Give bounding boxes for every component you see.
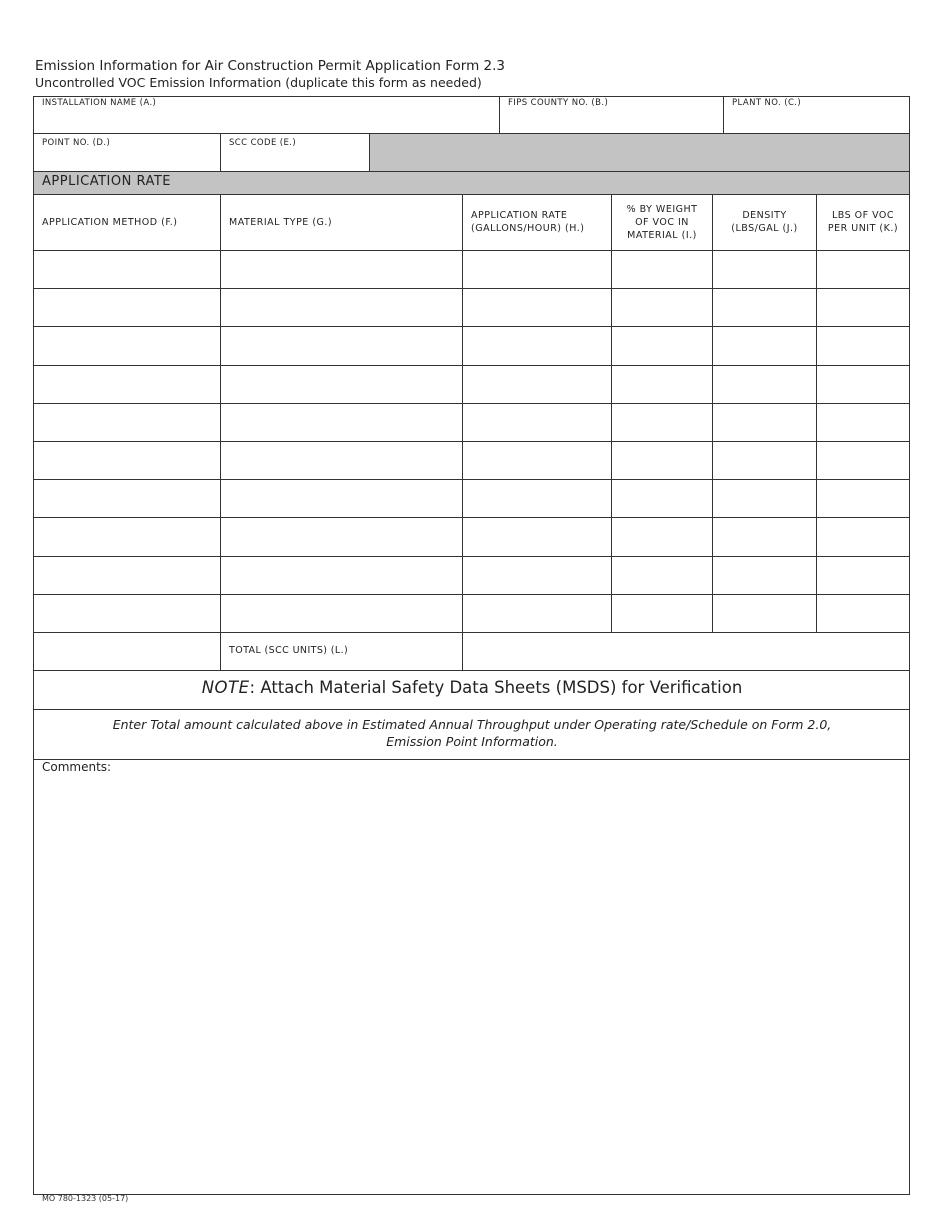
divider xyxy=(723,96,724,134)
col-header-material-type: MATERIAL TYPE (G.) xyxy=(229,217,333,228)
grid-line xyxy=(33,670,910,671)
table-cell[interactable] xyxy=(221,404,462,441)
table-cell[interactable] xyxy=(463,557,611,594)
table-cell[interactable] xyxy=(713,366,816,403)
col-header-line: DENSITY xyxy=(742,210,787,221)
instruction-line-2: Emission Point Information. xyxy=(386,734,558,749)
table-cell[interactable] xyxy=(817,327,910,364)
table-cell[interactable] xyxy=(463,480,611,517)
table-cell[interactable] xyxy=(34,327,220,364)
installation-name-label: INSTALLATION NAME (A.) xyxy=(42,98,157,108)
table-cell[interactable] xyxy=(817,557,910,594)
col-header-line: % BY WEIGHT xyxy=(626,204,698,215)
plant-no-field[interactable] xyxy=(724,97,909,133)
table-cell[interactable] xyxy=(817,251,910,288)
point-no-field[interactable] xyxy=(34,134,220,171)
table-cell[interactable] xyxy=(713,557,816,594)
table-cell[interactable] xyxy=(463,404,611,441)
col-header-voc-weight xyxy=(612,203,712,242)
table-cell[interactable] xyxy=(34,251,220,288)
section-title-application-rate: APPLICATION RATE xyxy=(42,174,172,189)
table-cell[interactable] xyxy=(221,442,462,479)
divider xyxy=(499,96,500,134)
table-cell[interactable] xyxy=(221,289,462,326)
form-number: MO 780-1323 (05-17) xyxy=(42,1194,129,1203)
table-cell[interactable] xyxy=(713,480,816,517)
table-cell[interactable] xyxy=(713,327,816,364)
table-cell[interactable] xyxy=(713,442,816,479)
table-cell[interactable] xyxy=(817,289,910,326)
instruction-text xyxy=(34,716,910,750)
table-cell[interactable] xyxy=(221,251,462,288)
col-header-line: LBS OF VOC xyxy=(831,210,895,221)
table-cell[interactable] xyxy=(817,480,910,517)
table-cell[interactable] xyxy=(463,289,611,326)
divider xyxy=(33,759,910,760)
table-cell[interactable] xyxy=(612,595,712,632)
note-prefix: NOTE xyxy=(201,678,250,697)
col-header-line: (LBS/GAL (J.) xyxy=(731,223,798,234)
table-cell[interactable] xyxy=(34,557,220,594)
msds-note xyxy=(34,678,910,697)
table-cell[interactable] xyxy=(34,366,220,403)
table-cell[interactable] xyxy=(221,518,462,555)
table-cell[interactable] xyxy=(612,251,712,288)
table-cell[interactable] xyxy=(817,366,910,403)
form-subtitle: Uncontrolled VOC Emission Information (duplicate this form as needed) xyxy=(35,75,482,90)
comments-field[interactable] xyxy=(34,778,909,1194)
scc-code-field[interactable] xyxy=(221,134,369,171)
table-cell[interactable] xyxy=(34,289,220,326)
col-header-line: MATERIAL (I.) xyxy=(627,230,697,241)
shaded-block xyxy=(370,134,909,171)
instruction-line-1: Enter Total amount calculated above in Estimated Annual Throughput under Operating rate/Schedule on Form 2.0, xyxy=(112,717,832,732)
table-cell[interactable] xyxy=(713,595,816,632)
table-cell[interactable] xyxy=(713,251,816,288)
table-cell[interactable] xyxy=(817,404,910,441)
table-cell[interactable] xyxy=(713,404,816,441)
table-cell[interactable] xyxy=(463,442,611,479)
table-cell[interactable] xyxy=(463,595,611,632)
table-cell[interactable] xyxy=(221,366,462,403)
divider xyxy=(33,194,910,195)
col-header-application-rate xyxy=(471,209,584,235)
total-row-blank-cell[interactable] xyxy=(34,633,220,670)
divider xyxy=(220,133,221,171)
table-cell[interactable] xyxy=(713,289,816,326)
col-header-application-method: APPLICATION METHOD (F.) xyxy=(42,217,178,228)
divider xyxy=(369,133,370,171)
table-cell[interactable] xyxy=(34,518,220,555)
col-header-line: APPLICATION RATE xyxy=(471,210,568,221)
table-cell[interactable] xyxy=(463,518,611,555)
table-cell[interactable] xyxy=(221,480,462,517)
table-cell[interactable] xyxy=(612,327,712,364)
table-cell[interactable] xyxy=(817,518,910,555)
installation-name-field[interactable] xyxy=(34,97,499,133)
table-cell[interactable] xyxy=(463,366,611,403)
table-cell[interactable] xyxy=(463,251,611,288)
fips-county-field[interactable] xyxy=(500,97,723,133)
col-header-line: OF VOC IN xyxy=(635,217,689,228)
comments-label: Comments: xyxy=(42,760,112,774)
col-header-line: PER UNIT (K.) xyxy=(827,223,899,234)
total-label: TOTAL (SCC UNITS) (L.) xyxy=(229,645,349,656)
plant-no-label: PLANT NO. (C.) xyxy=(732,98,802,108)
table-cell[interactable] xyxy=(221,595,462,632)
table-cell[interactable] xyxy=(713,518,816,555)
scc-code-label: SCC CODE (E.) xyxy=(229,138,297,148)
table-cell[interactable] xyxy=(34,404,220,441)
col-header-lbs-voc xyxy=(817,209,909,235)
table-cell[interactable] xyxy=(612,557,712,594)
table-cell[interactable] xyxy=(612,518,712,555)
table-cell[interactable] xyxy=(221,557,462,594)
form-title: Emission Information for Air Construction Permit Application Form 2.3 xyxy=(35,58,505,74)
table-cell[interactable] xyxy=(221,327,462,364)
table-cell[interactable] xyxy=(817,595,910,632)
table-cell[interactable] xyxy=(612,404,712,441)
note-text: : Attach Material Safety Data Sheets (MSDS) for Verification xyxy=(249,678,743,697)
table-cell[interactable] xyxy=(34,442,220,479)
table-cell[interactable] xyxy=(34,595,220,632)
divider xyxy=(33,709,910,710)
table-cell[interactable] xyxy=(612,442,712,479)
col-header-density xyxy=(713,209,816,235)
col-header-line: (GALLONS/HOUR) (H.) xyxy=(471,223,585,234)
grid-line xyxy=(220,632,221,670)
table-cell[interactable] xyxy=(34,480,220,517)
total-value-field[interactable] xyxy=(463,633,909,670)
table-cell[interactable] xyxy=(817,442,910,479)
table-cell[interactable] xyxy=(463,327,611,364)
fips-county-label: FIPS COUNTY NO. (B.) xyxy=(508,98,609,108)
table-cell[interactable] xyxy=(612,480,712,517)
table-cell[interactable] xyxy=(612,366,712,403)
table-cell[interactable] xyxy=(612,289,712,326)
point-no-label: POINT NO. (D.) xyxy=(42,138,111,148)
